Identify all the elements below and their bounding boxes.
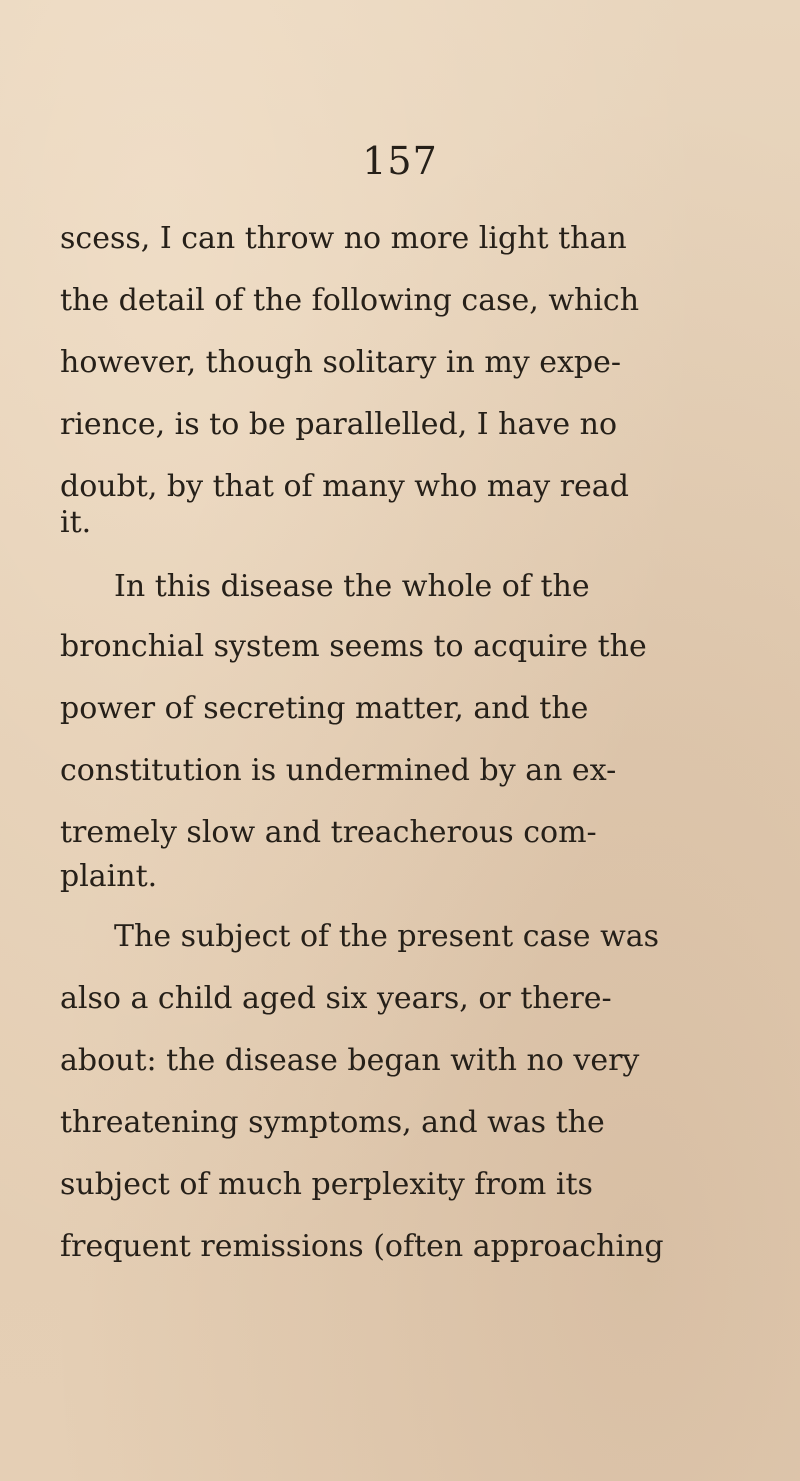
text-line: however, though solitary in my expe- [60, 345, 622, 380]
text-line: rience, is to be parallelled, I have no [60, 407, 618, 442]
text-line: scess, I can throw no more light than [60, 221, 627, 256]
text-line: about: the disease began with no very [60, 1043, 640, 1078]
text-line: threatening symptoms, and was the [60, 1105, 605, 1140]
paragraph-start-line: The subject of the present case was [114, 919, 660, 954]
text-line: subject of much perplexity from its [60, 1167, 593, 1202]
text-line: constitution is undermined by an ex- [60, 753, 617, 788]
text-line: frequent remissions (often approaching [60, 1229, 664, 1264]
text-line: doubt, by that of many who may read [60, 469, 629, 504]
text-line: tremely slow and treacherous com- [60, 815, 597, 850]
text-line: bronchial system seems to acquire the [60, 629, 647, 664]
paragraph-start-line: In this disease the whole of the [114, 569, 590, 604]
text-line: it. [60, 505, 92, 540]
text-line: the detail of the following case, which [60, 283, 640, 318]
page-number: 157 [362, 139, 438, 183]
text-line: also a child aged six years, or there- [60, 981, 612, 1016]
text-line: plaint. [60, 859, 158, 894]
text-line: power of secreting matter, and the [60, 691, 589, 726]
